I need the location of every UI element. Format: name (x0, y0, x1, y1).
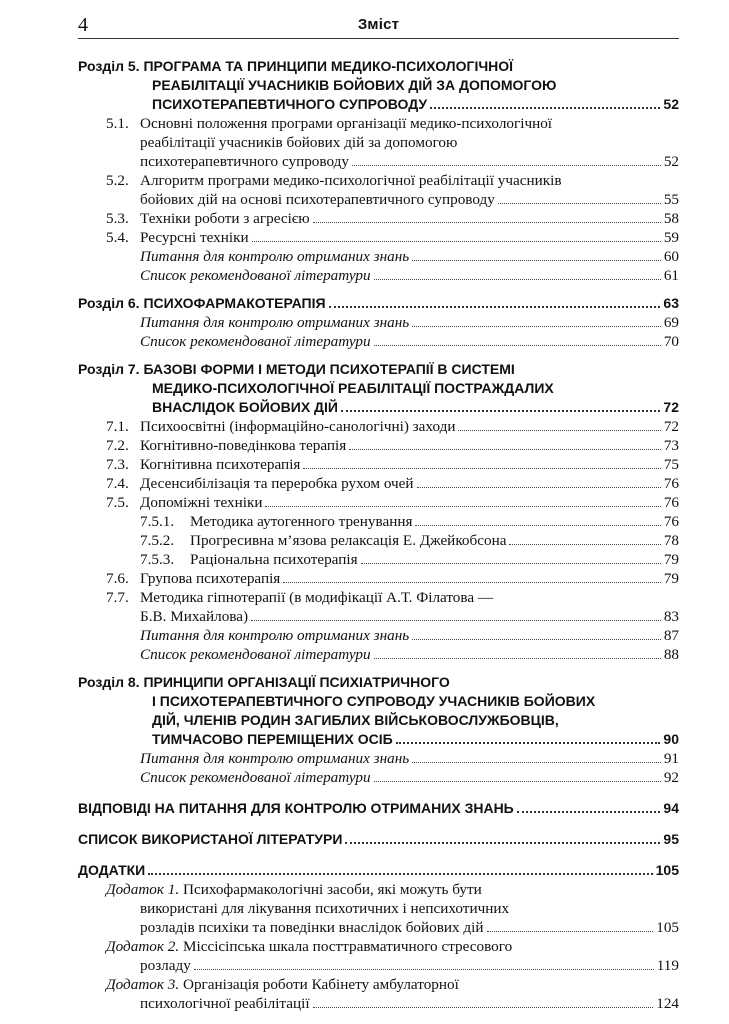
dot-leader (487, 931, 654, 932)
dot-leader (417, 487, 661, 488)
section-label: Розділ 8. (78, 674, 140, 690)
dot-leader (313, 222, 661, 223)
section-title-line: МЕДИКО-ПСИХОЛОГІЧНОЇ РЕАБІЛІТАЦІЇ ПОСТРАЖДАЛИХ (152, 380, 554, 396)
entry-title-line: бойових дій на основі психотерапевтичного супроводу (140, 191, 495, 208)
page-ref: 72 (663, 418, 679, 435)
entry-number: 7.3. (106, 456, 129, 473)
entry-title: Методика гіпнотерапії (в модифікації А.Т. Філатова — (140, 589, 494, 606)
entry-title: Прогресивна м’язова релаксація Е. Джейкобсона (190, 532, 507, 549)
toc-entry-5-1-cont (78, 152, 679, 171)
page-ref: 72 (663, 399, 679, 415)
page-ref: 124 (656, 995, 679, 1012)
section-title-line: ПСИХОФАРМАКОТЕРАПІЯ (143, 295, 326, 311)
toc-entry-appendices[interactable] (78, 861, 679, 880)
page-number: 4 (78, 14, 88, 36)
toc-entry-5-2-cont (78, 190, 679, 209)
dot-leader (412, 762, 661, 763)
page-ref: 69 (663, 314, 679, 331)
toc-entry-5-1-cont (78, 133, 679, 152)
entry-number: 7.5.1. (140, 513, 175, 530)
dot-leader (412, 260, 661, 261)
entry-number: 5.3. (106, 210, 129, 227)
entry-title: Основні положення програми організації медико-психологічної (140, 115, 553, 132)
table-of-contents (78, 57, 679, 1013)
dot-leader (352, 165, 661, 166)
entry-title-line: розладу (140, 957, 191, 974)
dot-leader (313, 1007, 654, 1008)
entry-title: Десенсибілізація та переробка рухом очей (140, 475, 414, 492)
toc-entry-7-2[interactable] (78, 436, 679, 455)
toc-entry-appendix-3-cont (78, 994, 679, 1013)
entry-title: Допоміжні техніки (140, 494, 263, 511)
dot-leader (412, 326, 661, 327)
dot-leader (251, 620, 661, 621)
dot-leader (252, 241, 661, 242)
page-ref: 73 (663, 437, 679, 454)
page-ref: 76 (663, 494, 679, 511)
toc-entry-7-7[interactable] (78, 588, 679, 607)
entry-title: Організація роботи Кабінету амбулаторної (182, 976, 459, 993)
page-ref: 88 (663, 646, 679, 663)
toc-entry-7-5-3[interactable] (78, 550, 679, 569)
toc-entry-7-6[interactable] (78, 569, 679, 588)
entry-number: 7.5.2. (140, 532, 175, 549)
running-title: Зміст (357, 16, 400, 33)
section-title-line: РЕАБІЛІТАЦІЇ УЧАСНИКІВ БОЙОВИХ ДІЙ ЗА ДОПОМОГОЮ (152, 77, 557, 93)
dot-leader (412, 639, 661, 640)
page-ref: 52 (663, 153, 679, 170)
dot-leader (265, 506, 660, 507)
toc-entry-7-literature[interactable] (78, 645, 679, 664)
page-ref: 76 (663, 475, 679, 492)
entry-title: Список рекомендованої літератури (140, 333, 371, 350)
section-title-line: ВНАСЛІДОК БОЙОВИХ ДІЙ (152, 399, 338, 415)
toc-entry-appendix-1[interactable] (78, 880, 679, 899)
toc-entry-5-1[interactable] (78, 114, 679, 133)
section-5-heading[interactable] (78, 57, 679, 114)
page-ref: 55 (663, 191, 679, 208)
page-header (78, 10, 679, 39)
entry-number: 7.4. (106, 475, 129, 492)
toc-entry-6-literature[interactable] (78, 332, 679, 351)
entry-title-line: використані для лікування психотичних і непсихотичних (140, 900, 510, 917)
toc-entry-8-literature[interactable] (78, 768, 679, 787)
section-title-line: І ПСИХОТЕРАПЕВТИЧНОГО СУПРОВОДУ УЧАСНИКІВ БОЙОВИХ (152, 693, 596, 709)
toc-entry-appendix-1-cont (78, 918, 679, 937)
entry-number: 7.5. (106, 494, 129, 511)
entry-title: Психоосвітні (інформаційно-санологічні) заходи (140, 418, 456, 435)
section-label: Розділ 5. (78, 58, 140, 74)
section-title-line: ДІЙ, ЧЛЕНІВ РОДИН ЗАГИБЛИХ ВІЙСЬКОВОСЛУЖБОВЦІВ, (152, 712, 559, 728)
section-title-line: ПРОГРАМА ТА ПРИНЦИПИ МЕДИКО-ПСИХОЛОГІЧНОЇ (143, 58, 514, 74)
entry-title: Психофармакологічні засоби, які можуть бути (182, 881, 482, 898)
appendix-label: Додаток 3. (106, 976, 180, 993)
entry-number: 7.5.3. (140, 551, 175, 568)
page-ref: 95 (663, 831, 679, 847)
page-ref: 75 (663, 456, 679, 473)
page-ref: 91 (663, 750, 679, 767)
entry-title: Список рекомендованої літератури (140, 769, 371, 786)
page-ref: 59 (663, 229, 679, 246)
dot-leader (374, 279, 661, 280)
dot-leader (194, 969, 654, 970)
toc-entry-6-questions[interactable] (78, 313, 679, 332)
entry-number: 5.1. (106, 115, 129, 132)
entry-number: 7.1. (106, 418, 129, 435)
toc-entry-appendix-2[interactable] (78, 937, 679, 956)
page-ref: 119 (656, 957, 679, 974)
entry-title: Питання для контролю отриманих знань (140, 314, 410, 331)
toc-entry-5-questions[interactable] (78, 247, 679, 266)
appendix-label: Додаток 1. (106, 881, 180, 898)
entry-number: 7.6. (106, 570, 129, 587)
dot-leader (509, 544, 660, 545)
toc-entry-appendix-2-cont (78, 956, 679, 975)
toc-entry-8-questions[interactable] (78, 749, 679, 768)
entry-title: Групова психотерапія (140, 570, 281, 587)
entry-number: 7.7. (106, 589, 129, 606)
toc-entry-7-7-cont (78, 607, 679, 626)
toc-entry-appendix-3[interactable] (78, 975, 679, 994)
toc-entry-references[interactable] (78, 830, 679, 849)
section-label: Розділ 7. (78, 361, 140, 377)
page-ref: 70 (663, 333, 679, 350)
section-8-heading[interactable] (78, 673, 679, 749)
entry-title: Міссісіпська шкала посттравматичного стресового (182, 938, 513, 955)
page-ref: 94 (663, 800, 679, 816)
entry-title-line: Б.В. Михайлова) (140, 608, 249, 625)
dot-leader (517, 811, 661, 813)
page-ref: 79 (663, 551, 679, 568)
section-title-line: ПРИНЦИПИ ОРГАНІЗАЦІЇ ПСИХІАТРИЧНОГО (143, 674, 450, 690)
entry-title: ВІДПОВІДІ НА ПИТАННЯ ДЛЯ КОНТРОЛЮ ОТРИМАНИХ ЗНАНЬ (78, 800, 514, 816)
section-title-line: ПСИХОТЕРАПЕВТИЧНОГО СУПРОВОДУ (152, 96, 428, 112)
toc-entry-5-literature[interactable] (78, 266, 679, 285)
dot-leader (374, 658, 661, 659)
page-ref: 78 (663, 532, 679, 549)
page-ref: 92 (663, 769, 679, 786)
dot-leader (396, 742, 661, 744)
toc-entry-5-3[interactable] (78, 209, 679, 228)
dot-leader (329, 306, 661, 308)
entry-title: СПИСОК ВИКОРИСТАНОЇ ЛІТЕРАТУРИ (78, 831, 343, 847)
page-ref: 87 (663, 627, 679, 644)
entry-title: Раціональна психотерапія (190, 551, 358, 568)
section-label: Розділ 6. (78, 295, 140, 311)
page-ref: 105 (656, 919, 679, 936)
page-ref: 90 (663, 731, 679, 747)
toc-entry-7-5[interactable] (78, 493, 679, 512)
entry-title: Питання для контролю отриманих знань (140, 627, 410, 644)
dot-leader (341, 410, 660, 412)
toc-entry-appendix-1-cont (78, 899, 679, 918)
dot-leader (303, 468, 660, 469)
entry-title: Питання для контролю отриманих знань (140, 248, 410, 265)
section-title-line: ТИМЧАСОВО ПЕРЕМІЩЕНИХ ОСІБ (152, 731, 393, 747)
page-ref: 58 (663, 210, 679, 227)
entry-title: Когнітивно-поведінкова терапія (140, 437, 347, 454)
dot-leader (498, 203, 661, 204)
toc-entry-7-4[interactable] (78, 474, 679, 493)
page-ref: 52 (663, 96, 679, 112)
entry-title-line: психологічної реабілітації (140, 995, 310, 1012)
dot-leader (283, 582, 661, 583)
toc-entry-7-1[interactable] (78, 417, 679, 436)
appendix-label: Додаток 2. (106, 938, 180, 955)
page-ref: 83 (663, 608, 679, 625)
toc-entry-5-4[interactable] (78, 228, 679, 247)
entry-number: 5.2. (106, 172, 129, 189)
dot-leader (458, 430, 660, 431)
dot-leader (345, 842, 660, 844)
page-ref: 105 (655, 862, 679, 878)
toc-entry-7-5-2[interactable] (78, 531, 679, 550)
dot-leader (148, 873, 652, 875)
dot-leader (374, 345, 661, 346)
page-ref: 63 (663, 295, 679, 311)
section-6-heading[interactable] (78, 294, 679, 313)
page-ref: 79 (663, 570, 679, 587)
dot-leader (349, 449, 661, 450)
dot-leader (374, 781, 661, 782)
dot-leader (430, 107, 660, 109)
entry-title: ДОДАТКИ (78, 862, 146, 878)
toc-entry-7-3[interactable] (78, 455, 679, 474)
entry-title: Техніки роботи з агресією (140, 210, 310, 227)
page-ref: 60 (663, 248, 679, 265)
page-ref: 61 (663, 267, 679, 284)
entry-title: Список рекомендованої літератури (140, 646, 371, 663)
entry-title-line: психотерапевтичного супроводу (140, 153, 349, 170)
entry-title: Список рекомендованої літератури (140, 267, 371, 284)
dot-leader (415, 525, 660, 526)
entry-number: 7.2. (106, 437, 129, 454)
toc-entry-5-2[interactable] (78, 171, 679, 190)
entry-title: Питання для контролю отриманих знань (140, 750, 410, 767)
entry-number: 5.4. (106, 229, 129, 246)
section-title-line: БАЗОВІ ФОРМИ І МЕТОДИ ПСИХОТЕРАПІЇ В СИСТЕМІ (143, 361, 515, 377)
dot-leader (361, 563, 661, 564)
page-ref: 76 (663, 513, 679, 530)
toc-entry-answers[interactable] (78, 799, 679, 818)
entry-title: Когнітивна психотерапія (140, 456, 301, 473)
section-7-heading[interactable] (78, 360, 679, 417)
entry-title-line: реабілітації учасників бойових дій за допомогою (140, 134, 458, 151)
entry-title: Ресурсні техніки (140, 229, 249, 246)
entry-title-line: розладів психіки та поведінки внаслідок бойових дій (140, 919, 484, 936)
toc-entry-7-5-1[interactable] (78, 512, 679, 531)
toc-entry-7-questions[interactable] (78, 626, 679, 645)
entry-title: Алгоритм програми медико-психологічної реабілітації учасників (140, 172, 562, 189)
entry-title: Методика аутогенного тренування (190, 513, 413, 530)
